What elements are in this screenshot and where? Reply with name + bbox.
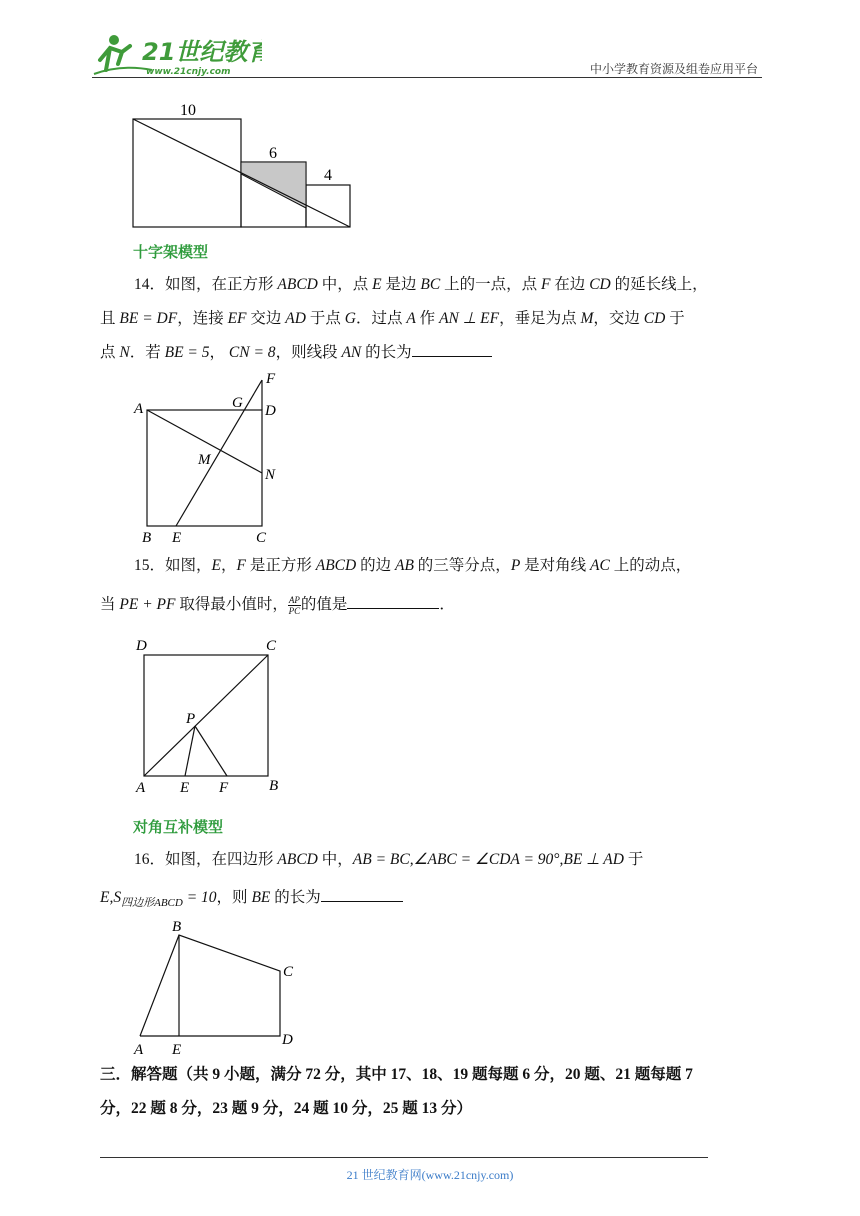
question-16-line2: $E,S_{四边形ABCD} = 10$，则 BE 的长为: [100, 881, 765, 920]
section-title-cross-model: 十字架模型: [133, 243, 209, 261]
label-F: F: [219, 780, 229, 796]
figure-15-square: [128, 634, 288, 796]
footer-text[interactable]: 21 世纪教育网(www.21cnjy.com): [346, 1168, 514, 1182]
part-3-heading-line1: 三．解答题（共 9 小题，满分 72 分，其中 17、18、19 题每题 6 分，20 题、21 题每题 7: [100, 1066, 693, 1083]
label-A: A: [134, 1042, 144, 1058]
question-14-line2: 且 BE = DF，连接 EF 交边 AD 于点 G．过点 A 作 AN ⊥ EF，垂足为点 M，交边 CD 于: [100, 310, 685, 327]
label-C: C: [283, 964, 294, 980]
label-G: G: [232, 395, 243, 411]
label-4: 4: [324, 167, 332, 184]
question-14: 14．如图，在正方形 ABCD 中，点 E 是边 BC 上的一点，点 F 在边 CD 的延长线上，: [134, 276, 708, 293]
logo-url: www.21cnjy.com: [146, 67, 231, 77]
label-D: D: [136, 638, 147, 654]
label-F: F: [266, 371, 276, 387]
label-A: A: [136, 780, 146, 796]
site-logo: [92, 30, 262, 80]
label-D: D: [265, 403, 276, 419]
figure-16-quadrilateral: [130, 914, 310, 1058]
section-title-supplementary-model: 对角互补模型: [133, 818, 224, 836]
answer-blank-16[interactable]: [321, 883, 403, 902]
logo-text: 21世纪教育: [142, 38, 262, 66]
label-M: M: [198, 452, 211, 468]
footer-divider: [100, 1157, 708, 1158]
label-C: C: [256, 530, 267, 546]
label-B: B: [172, 919, 182, 935]
label-A: A: [134, 401, 144, 417]
label-E: E: [172, 530, 182, 546]
figure-14-square: [128, 370, 298, 548]
header-divider: [92, 77, 762, 78]
label-E: E: [172, 1042, 182, 1058]
label-E: E: [180, 780, 190, 796]
fraction-ap-pc: $\frac{AP}{PC}$: [288, 594, 301, 616]
label-P: P: [186, 711, 196, 727]
part-3-heading-line2: 分，22 题 8 分，23 题 9 分，24 题 10 分，25 题 13 分）: [100, 1100, 473, 1117]
question-15-line2: 当 PE + PF 取得最小值时， $\frac{AP}{PC}$ 的值是 ．: [100, 588, 765, 622]
figure-three-squares: [126, 96, 366, 236]
label-B: B: [142, 530, 152, 546]
question-16: 16．如图，在四边形 ABCD 中，AB = BC,∠ABC = ∠CDA = 90°,BE ⊥ AD 于: [134, 851, 644, 868]
label-6: 6: [269, 145, 277, 162]
label-C: C: [266, 638, 277, 654]
answer-blank-15[interactable]: [347, 590, 439, 609]
label-N: N: [265, 467, 276, 483]
header-platform-text: 中小学教育资源及组卷应用平台: [589, 62, 758, 76]
label-D: D: [282, 1032, 293, 1048]
question-14-line3: 点 N．若 BE = 5， CN = 8，则线段 AN 的长为: [100, 336, 765, 370]
question-15: 15．如图，E，F 是正方形 ABCD 的边 AB 的三等分点，P 是对角线 AC 上的动点，: [134, 557, 692, 574]
label-10: 10: [180, 102, 196, 119]
label-B: B: [269, 778, 279, 794]
answer-blank-14[interactable]: [412, 338, 492, 357]
